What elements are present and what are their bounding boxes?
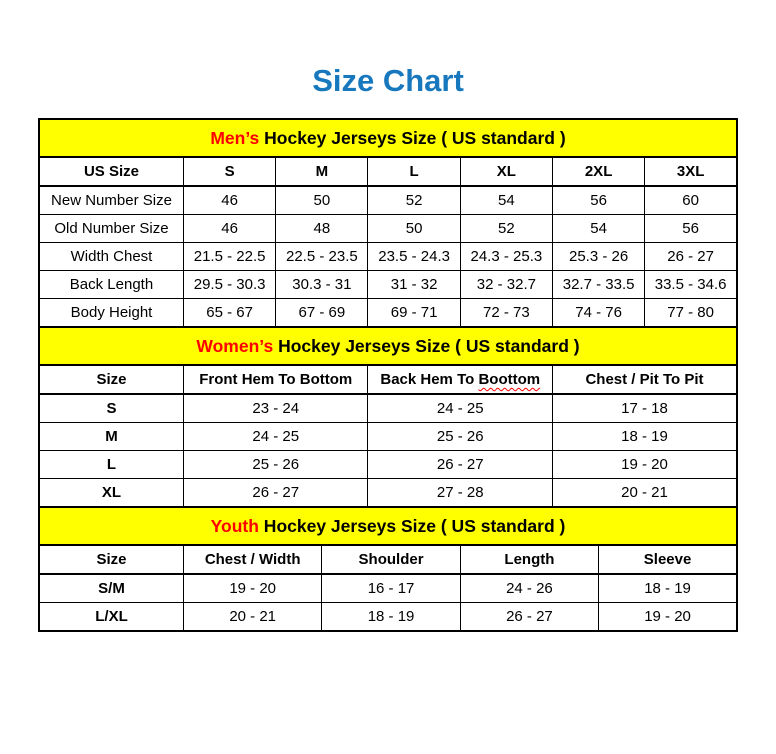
column-header: Front Hem To Bottom bbox=[183, 365, 368, 394]
size-cell: 32 - 32.7 bbox=[460, 271, 552, 299]
size-cell: 20 - 21 bbox=[552, 479, 737, 508]
size-cell: 24 - 25 bbox=[183, 423, 368, 451]
banner-text: Hockey Jerseys Size ( US standard ) bbox=[273, 335, 580, 356]
size-cell: 74 - 76 bbox=[552, 299, 644, 328]
womens-banner bbox=[39, 327, 737, 365]
size-cell: 18 - 19 bbox=[322, 603, 460, 632]
size-cell: 72 - 73 bbox=[460, 299, 552, 328]
size-cell: 26 - 27 bbox=[183, 479, 368, 508]
column-header: XL bbox=[460, 157, 552, 186]
size-cell: 18 - 19 bbox=[552, 423, 737, 451]
column-header: US Size bbox=[39, 157, 183, 186]
size-cell: 30.3 - 31 bbox=[276, 271, 368, 299]
size-cell: 26 - 27 bbox=[460, 603, 598, 632]
size-cell: 19 - 20 bbox=[183, 574, 321, 603]
size-cell: 54 bbox=[460, 186, 552, 215]
size-cell: 52 bbox=[460, 215, 552, 243]
size-cell: 25 - 26 bbox=[183, 451, 368, 479]
table-row bbox=[39, 451, 737, 479]
size-cell: 31 - 32 bbox=[368, 271, 460, 299]
size-cell: 32.7 - 33.5 bbox=[552, 271, 644, 299]
size-cell: 21.5 - 22.5 bbox=[183, 243, 275, 271]
banner-text: Hockey Jerseys Size ( US standard ) bbox=[259, 127, 566, 148]
banner-highlight: Women’s bbox=[196, 335, 274, 356]
column-header: Length bbox=[460, 545, 598, 574]
size-cell: 23.5 - 24.3 bbox=[368, 243, 460, 271]
table-row bbox=[39, 479, 737, 508]
womens-header-row bbox=[39, 365, 737, 394]
size-cell: 24 - 26 bbox=[460, 574, 598, 603]
size-cell: 19 - 20 bbox=[599, 603, 737, 632]
size-cell: 20 - 21 bbox=[183, 603, 321, 632]
size-cell: 69 - 71 bbox=[368, 299, 460, 328]
size-cell: 29.5 - 30.3 bbox=[183, 271, 275, 299]
table-row bbox=[39, 423, 737, 451]
womens-size-table bbox=[38, 326, 738, 508]
size-cell: 60 bbox=[645, 186, 737, 215]
banner-text: Hockey Jerseys Size ( US standard ) bbox=[258, 515, 566, 536]
size-cell: 22.5 - 23.5 bbox=[276, 243, 368, 271]
row-label: XL bbox=[39, 479, 183, 508]
table-row bbox=[39, 243, 737, 271]
size-cell: 16 - 17 bbox=[322, 574, 460, 603]
size-cell: 77 - 80 bbox=[645, 299, 737, 328]
size-cell: 26 - 27 bbox=[645, 243, 737, 271]
womens-banner-row bbox=[39, 327, 737, 365]
column-header: Size bbox=[39, 545, 183, 574]
column-header: S bbox=[183, 157, 275, 186]
table-row bbox=[39, 574, 737, 603]
table-row bbox=[39, 603, 737, 632]
size-cell: 33.5 - 34.6 bbox=[645, 271, 737, 299]
row-label: Back Length bbox=[39, 271, 183, 299]
size-cell: 24 - 25 bbox=[368, 394, 553, 423]
table-row bbox=[39, 215, 737, 243]
size-cell: 56 bbox=[552, 186, 644, 215]
column-header: Chest / Pit To Pit bbox=[552, 365, 737, 394]
youth-banner-row bbox=[39, 507, 737, 545]
size-cell: 27 - 28 bbox=[368, 479, 553, 508]
table-row bbox=[39, 271, 737, 299]
row-label: Body Height bbox=[39, 299, 183, 328]
size-cell: 46 bbox=[183, 186, 275, 215]
misspelled-word: Boottom bbox=[478, 371, 541, 388]
mens-banner-row bbox=[39, 119, 737, 157]
banner-highlight: Youth bbox=[210, 515, 259, 536]
size-cell: 52 bbox=[368, 186, 460, 215]
mens-header-row bbox=[39, 157, 737, 186]
table-row bbox=[39, 186, 737, 215]
size-cell: 25.3 - 26 bbox=[552, 243, 644, 271]
size-cell: 46 bbox=[183, 215, 275, 243]
size-cell: 50 bbox=[276, 186, 368, 215]
youth-size-table bbox=[38, 506, 738, 632]
page-title: Size Chart bbox=[312, 63, 464, 98]
size-cell: 19 - 20 bbox=[552, 451, 737, 479]
size-cell: 48 bbox=[276, 215, 368, 243]
size-cell: 24.3 - 25.3 bbox=[460, 243, 552, 271]
size-cell: 65 - 67 bbox=[183, 299, 275, 328]
size-cell: 50 bbox=[368, 215, 460, 243]
banner-highlight: Men’s bbox=[210, 127, 260, 148]
mens-banner bbox=[39, 119, 737, 157]
size-cell: 17 - 18 bbox=[552, 394, 737, 423]
size-cell: 25 - 26 bbox=[368, 423, 553, 451]
size-cell: 23 - 24 bbox=[183, 394, 368, 423]
row-label: L/XL bbox=[39, 603, 183, 632]
youth-banner bbox=[39, 507, 737, 545]
size-cell: 26 - 27 bbox=[368, 451, 553, 479]
size-cell: 18 - 19 bbox=[599, 574, 737, 603]
row-label: S bbox=[39, 394, 183, 423]
column-header: L bbox=[368, 157, 460, 186]
column-header: Sleeve bbox=[599, 545, 737, 574]
size-cell: 67 - 69 bbox=[276, 299, 368, 328]
table-row bbox=[39, 299, 737, 328]
table-row bbox=[39, 394, 737, 423]
column-header: 2XL bbox=[552, 157, 644, 186]
size-cell: 54 bbox=[552, 215, 644, 243]
column-header: 3XL bbox=[645, 157, 737, 186]
size-cell: 56 bbox=[645, 215, 737, 243]
column-header: Shoulder bbox=[322, 545, 460, 574]
row-label: S/M bbox=[39, 574, 183, 603]
row-label: Old Number Size bbox=[39, 215, 183, 243]
column-header: M bbox=[276, 157, 368, 186]
column-header: Size bbox=[39, 365, 183, 394]
column-header: Back Hem To Boottom bbox=[368, 365, 553, 394]
youth-header-row bbox=[39, 545, 737, 574]
size-tables-container bbox=[38, 118, 738, 632]
mens-size-table bbox=[38, 118, 738, 328]
row-label: Width Chest bbox=[39, 243, 183, 271]
row-label: L bbox=[39, 451, 183, 479]
row-label: M bbox=[39, 423, 183, 451]
row-label: New Number Size bbox=[39, 186, 183, 215]
column-header: Chest / Width bbox=[183, 545, 321, 574]
